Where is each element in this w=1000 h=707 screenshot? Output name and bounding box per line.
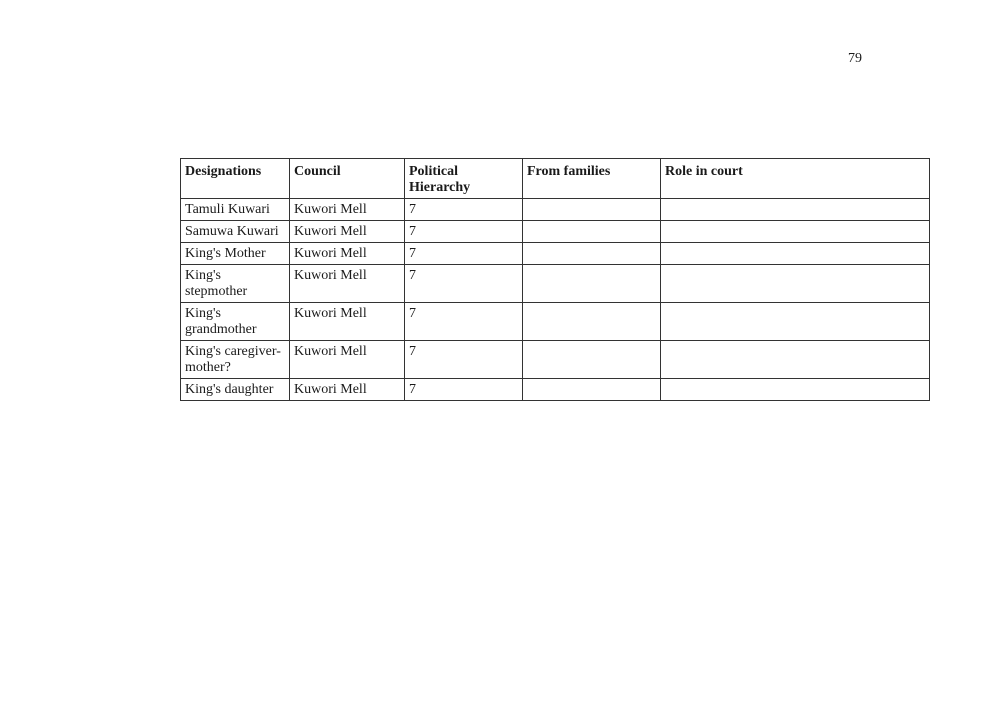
cell-designation: King's daughter <box>181 379 290 401</box>
page-number: 79 <box>848 51 862 66</box>
cell-designation: King's caregiver-mother? <box>181 341 290 379</box>
table-row <box>181 303 930 341</box>
cell-political-hierarchy: 7 <box>405 221 523 243</box>
cell-designation: Samuwa Kuwari <box>181 221 290 243</box>
cell-from-families <box>523 243 661 265</box>
cell-council: Kuwori Mell <box>290 243 405 265</box>
header-role-in-court: Role in court <box>661 159 930 199</box>
cell-council: Kuwori Mell <box>290 341 405 379</box>
cell-from-families <box>523 199 661 221</box>
cell-council: Kuwori Mell <box>290 303 405 341</box>
cell-designation: Tamuli Kuwari <box>181 199 290 221</box>
table-row <box>181 341 930 379</box>
cell-council: Kuwori Mell <box>290 379 405 401</box>
cell-designation: King's stepmother <box>181 265 290 303</box>
table-row <box>181 265 930 303</box>
cell-political-hierarchy: 7 <box>405 341 523 379</box>
cell-council: Kuwori Mell <box>290 265 405 303</box>
cell-role-in-court <box>661 199 930 221</box>
designations-table <box>180 158 930 401</box>
table-row <box>181 243 930 265</box>
table-row <box>181 379 930 401</box>
header-from-families: From families <box>523 159 661 199</box>
header-designations: Designations <box>181 159 290 199</box>
cell-political-hierarchy: 7 <box>405 303 523 341</box>
cell-from-families <box>523 379 661 401</box>
cell-role-in-court <box>661 379 930 401</box>
cell-designation: King's grandmother <box>181 303 290 341</box>
cell-from-families <box>523 265 661 303</box>
cell-role-in-court <box>661 265 930 303</box>
header-council: Council <box>290 159 405 199</box>
table-header-row <box>181 159 930 199</box>
cell-political-hierarchy: 7 <box>405 199 523 221</box>
cell-council: Kuwori Mell <box>290 221 405 243</box>
cell-council: Kuwori Mell <box>290 199 405 221</box>
cell-political-hierarchy: 7 <box>405 243 523 265</box>
header-political-hierarchy: Political Hierarchy <box>405 159 523 199</box>
table-row <box>181 199 930 221</box>
cell-role-in-court <box>661 303 930 341</box>
table-row <box>181 221 930 243</box>
cell-from-families <box>523 221 661 243</box>
cell-role-in-court <box>661 341 930 379</box>
cell-role-in-court <box>661 243 930 265</box>
cell-political-hierarchy: 7 <box>405 265 523 303</box>
cell-political-hierarchy: 7 <box>405 379 523 401</box>
cell-role-in-court <box>661 221 930 243</box>
cell-designation: King's Mother <box>181 243 290 265</box>
cell-from-families <box>523 303 661 341</box>
cell-from-families <box>523 341 661 379</box>
